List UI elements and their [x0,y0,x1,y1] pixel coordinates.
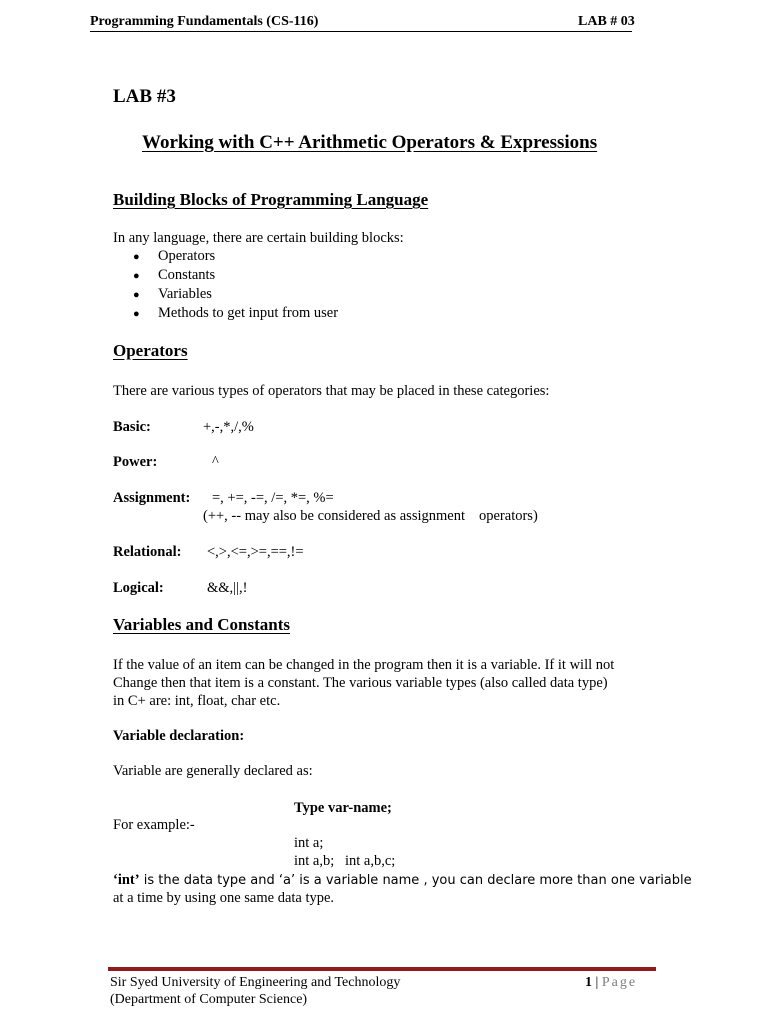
operator-label-relational: Relational: [113,544,182,560]
example-label: For example:- [113,817,195,833]
data-type-note-rest: you can declare more than one variable [427,873,692,888]
variable-declaration-intro: Variable are generally declared as: [113,763,313,779]
page-number-value: 1 [585,975,592,990]
operator-value-power: ^ [212,454,219,470]
section-heading-operators: Operators [113,341,188,360]
page-separator: | [592,975,602,990]
operator-value-relational: <,>,<=,>=,==,!= [207,544,304,560]
data-type-note-line: at a time by using one same data type. [113,890,335,906]
variables-paragraph-line: Change then that item is a constant. The various variable types (also called data type) [113,675,608,691]
data-type-note [113,872,692,889]
operator-label-assignment: Assignment: [113,490,191,506]
footer-department: (Department of Computer Science) [110,992,308,1007]
data-type-keyword: ‘int’ [113,872,140,888]
bullet-icon: ● [133,251,140,263]
list-item: Variables [158,286,212,302]
bullet-icon: ● [133,270,140,282]
page-number [585,975,637,991]
operator-note-assignment-end: operators) [479,508,538,524]
list-item: Methods to get input from user [158,305,339,321]
header-lab-number: LAB # 03 [578,14,635,29]
footer-rule [108,967,656,971]
footer-university: Sir Syed University of Engineering and Technology [110,975,401,990]
section-heading-building-blocks: Building Blocks of Programming Language [113,190,429,209]
example-code-line: int a,b,c; [345,853,396,869]
variables-paragraph-line: If the value of an item can be changed in the program then it is a variable. If it will not [113,657,615,673]
operator-label-power: Power: [113,454,158,470]
page-word: Page [601,975,638,990]
data-type-note-middle: is the data type and ‘a’ is a variable name , [139,873,428,888]
declaration-syntax: Type var-name; [294,800,392,816]
list-item: Constants [158,267,216,283]
operator-note-assignment: (++, -- may also be considered as assignment [203,508,465,524]
operator-value-assignment: =, +=, -=, /=, *=, %= [212,490,334,506]
bullet-icon: ● [133,308,140,320]
bullet-icon: ● [133,289,140,301]
header-rule [90,31,632,32]
example-code-line: int a,b; [294,853,335,869]
operators-intro: There are various types of operators that may be placed in these categories: [113,383,550,399]
lab-title: LAB #3 [113,86,176,107]
operator-value-basic: +,-,*,/,% [203,419,254,435]
building-blocks-intro: In any language, there are certain building blocks: [113,230,404,246]
variable-declaration-heading: Variable declaration: [113,728,245,744]
page-title: Working with C++ Arithmetic Operators & Expressions [142,132,598,153]
operator-label-logical: Logical: [113,580,164,596]
operator-value-logical: &&,||,! [207,580,248,596]
header-course-title: Programming Fundamentals (CS-116) [90,14,319,29]
operator-label-basic: Basic: [113,419,151,435]
variables-paragraph-line: in C+ are: int, float, char etc. [113,693,281,709]
example-code-line: int a; [294,835,324,851]
list-item: Operators [158,248,216,264]
section-heading-variables: Variables and Constants [113,615,290,634]
